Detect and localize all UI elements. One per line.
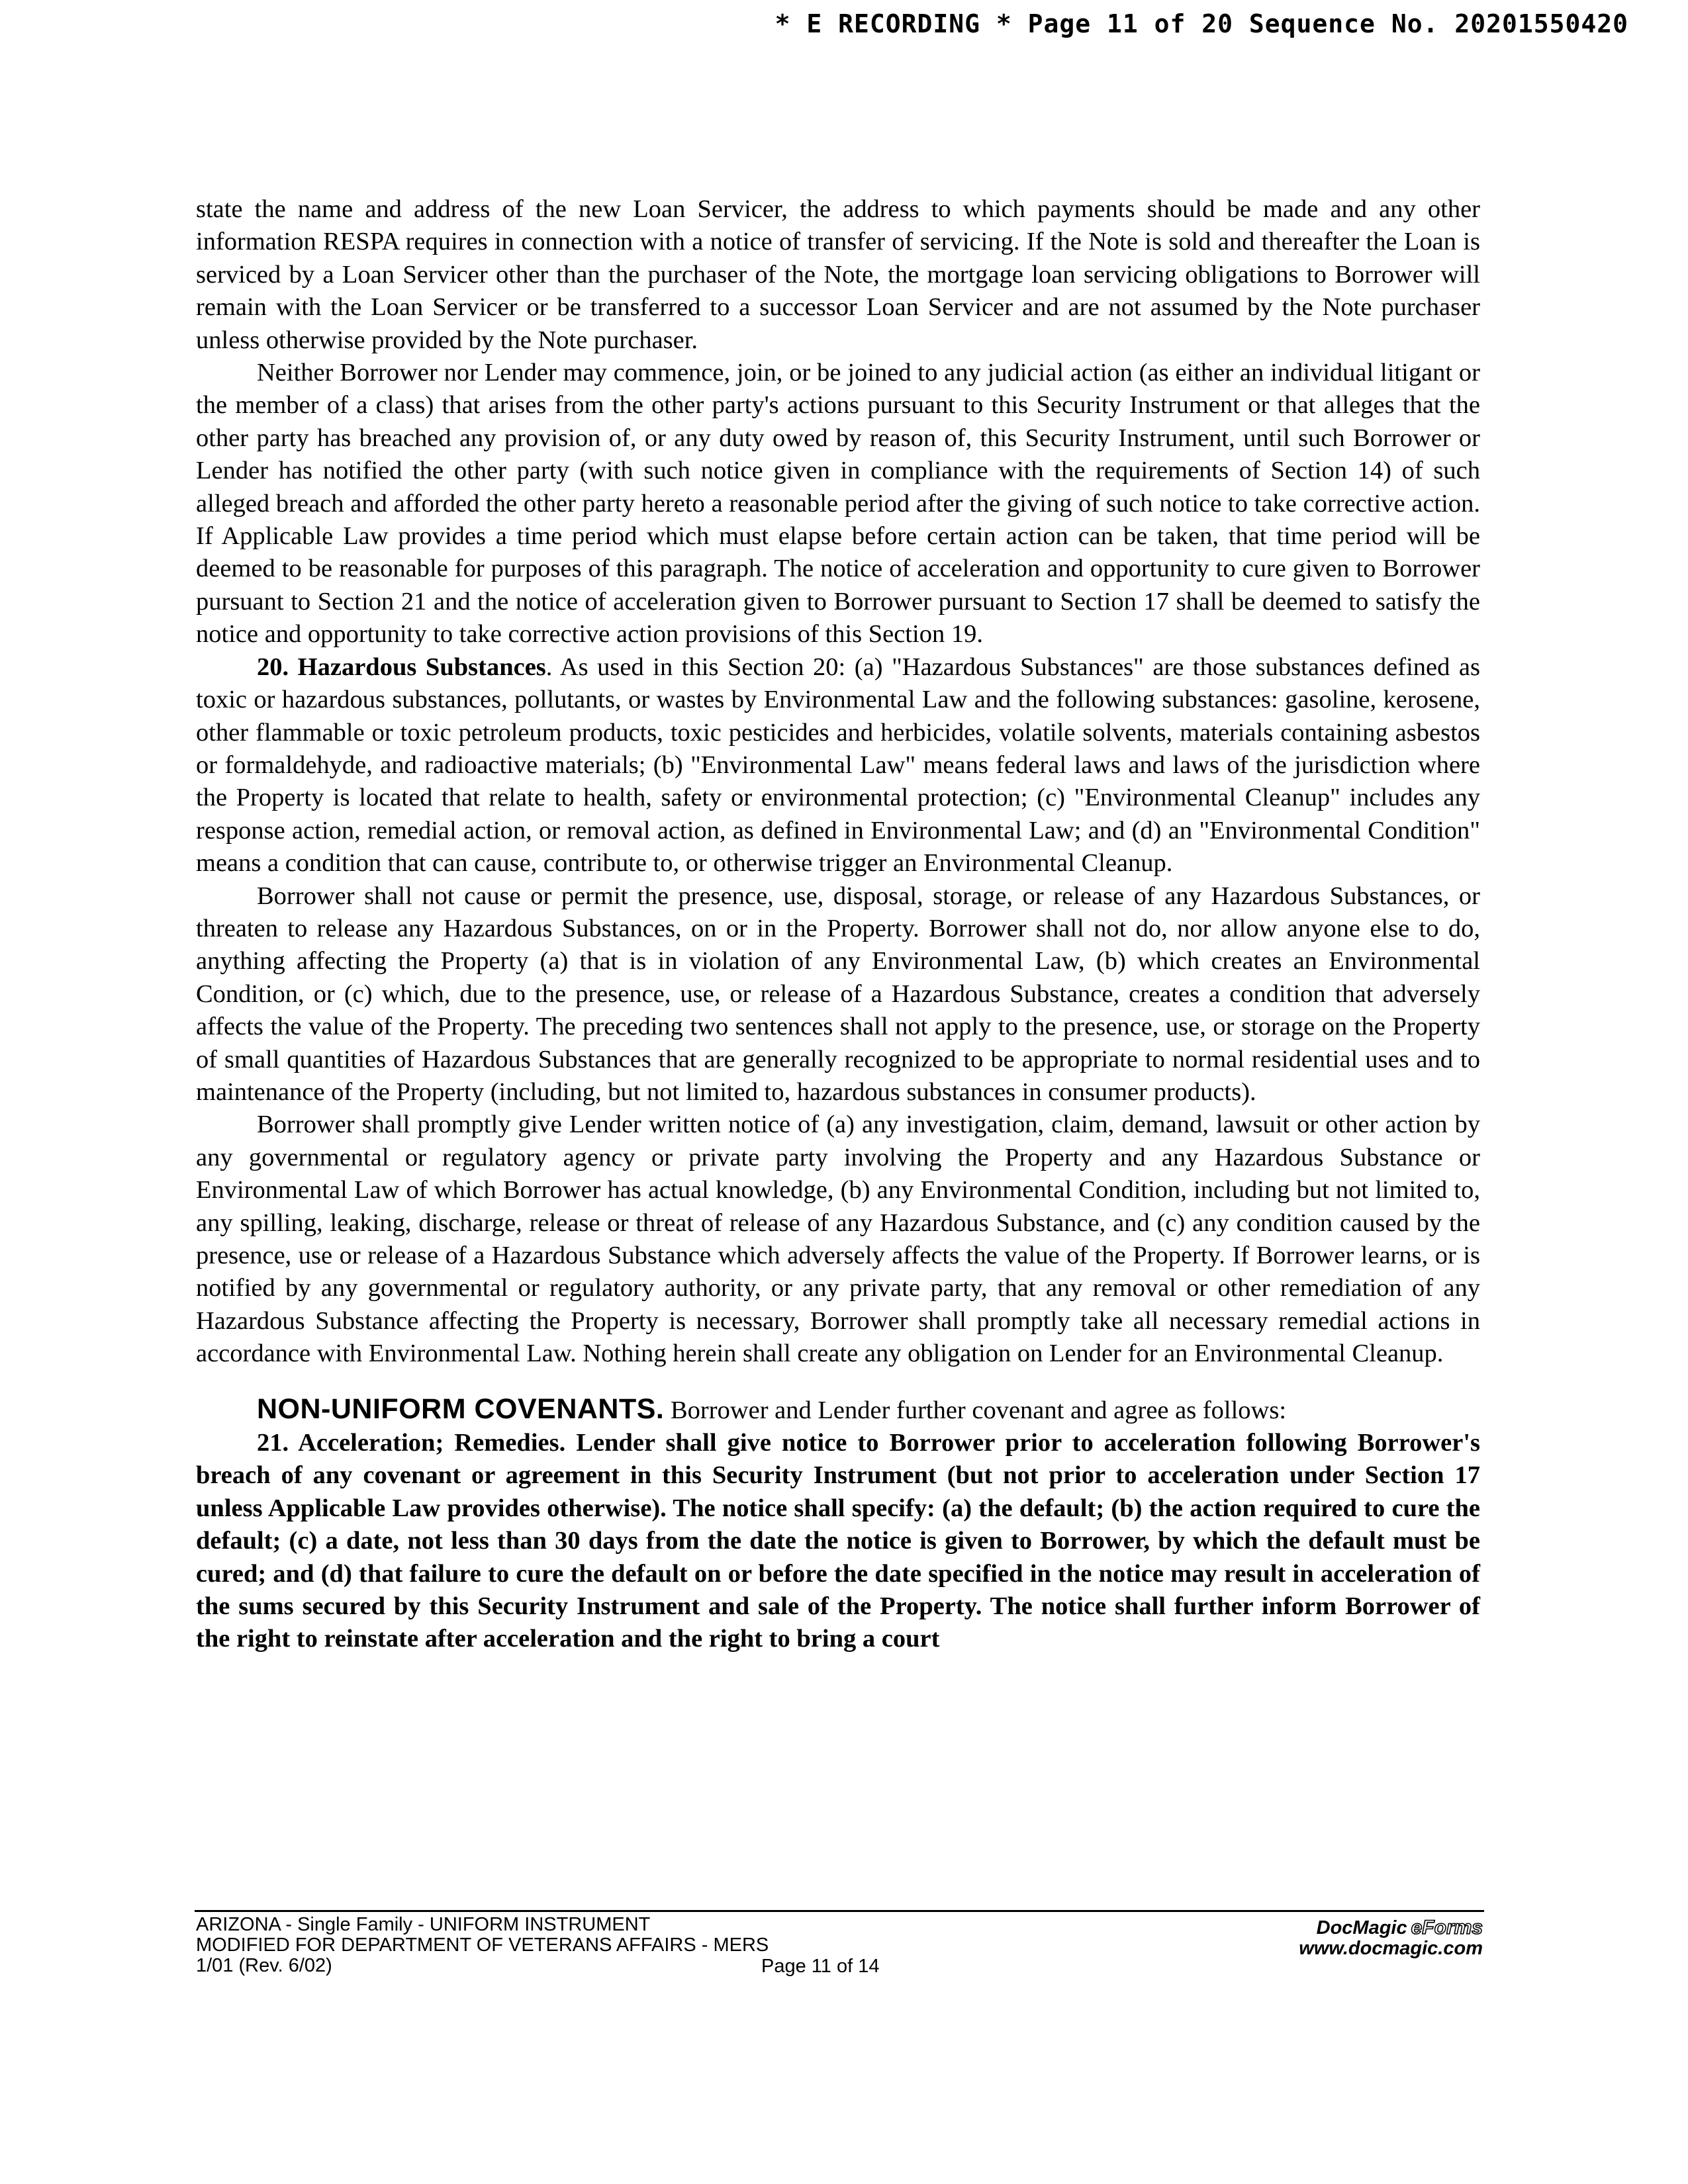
non-uniform-covenants-heading: NON-UNIFORM COVENANTS. [257,1392,665,1425]
footer-brand [1205,1917,1483,1959]
paragraph-judicial-action: Neither Borrower nor Lender may commence, join, or be joined to any judicial action (as either an individual litigant or the member of a class) that arises from the other party's actions pursuant to this Security Instrument or that alleges that the other party has breached any provision of, or any duty owed by reason of, this Security Instrument, until such Borrower or Lender has notified the other party (with such notice given in compliance with the requirements of Section 14) of such alleged breach and afforded the other party hereto a reasonable period after the giving of such notice to take corrective action. If Applicable Law provides a time period which must elapse before certain action can be taken, that time period will be deemed to be reasonable for purposes of this paragraph. The notice of acceleration and opportunity to cure given to Borrower pursuant to Section 21 and the notice of acceleration given to Borrower pursuant to Section 17 shall be deemed to satisfy the notice and opportunity to take corrective action provisions of this Section 19. [196,359,1480,649]
docmagic-logo [1317,1917,1483,1938]
footer-line-3: 1/01 (Rev. 6/02) [196,1955,332,1976]
document-body [196,193,1480,1656]
paragraph-loan-servicer: state the name and address of the new Loan Servicer, the address to which payments should be made and any other information RESPA requires in connection with a notice of transfer of servicing. If the Note is sold and thereafter the Loan is serviced by a Loan Servicer other than the purchaser of the Note, the mortgage loan servicing obligations to Borrower will remain with the Loan Servicer or be transferred to a successor Loan Servicer and are not assumed by the Note purchaser unless otherwise provided by the Note purchaser. [196,195,1480,354]
non-uniform-covenants-text: Borrower and Lender further covenant and agree as follows: [664,1396,1287,1424]
footer-form-info [196,1915,1056,1976]
footer-line-1: ARIZONA - Single Family - UNIFORM INSTRUMENT [196,1914,651,1935]
footer-line-2: MODIFIED FOR DEPARTMENT OF VETERANS AFFAIRS - MERS [196,1934,769,1956]
paragraph-hazardous-presence: Borrower shall not cause or permit the presence, use, disposal, storage, or release of any Hazardous Substances, or threaten to release any Hazardous Substances, on or in the Property. Borrower shall not do, nor allow anyone else to do, anything affecting the Property (a) that is in violation of any Environmental Law, (b) which creates an Environmental Condition, or (c) which, due to the presence, use, or release of a Hazardous Substance, creates a condition that adversely affects the value of the Property. The preceding two sentences shall not apply to the presence, use, or storage on the Property of small quantities of Hazardous Substances that are generally recognized to be appropriate to normal residential uses and to maintenance of the Property (including, but not limited to, hazardous substances in consumer products). [196,882,1480,1106]
non-uniform-covenants-paragraph [196,1393,1480,1427]
section-20-paragraph [196,651,1480,880]
eforms-logo: eForms [1411,1917,1483,1938]
paragraph-hazardous-notice: Borrower shall promptly give Lender written notice of (a) any investigation, claim, demand, lawsuit or other action by any governmental or regulatory agency or private party involving the Property and any Hazardous Substance or Environmental Law of which Borrower has actual knowledge, (b) any Environmental Condition, including but not limited to, any spilling, leaking, discharge, release or threat of release of any Hazardous Substance, and (c) any condition caused by the presence, use or release of a Hazardous Substance which adversely affects the value of the Property. If Borrower learns, or is notified by any governmental or regulatory authority, or any private party, that any removal or other remediation of any Hazardous Substance affecting the Property is necessary, Borrower shall promptly take all necessary remedial actions in accordance with Environmental Law. Nothing herein shall create any obligation on Lender for an Environmental Cleanup. [196,1111,1480,1368]
section-21-paragraph: 21. Acceleration; Remedies. Lender shall give notice to Borrower prior to acceleration following Borrower's breach of any covenant or agreement in this Security Instrument (but not prior to acceleration under Section 17 unless Applicable Law provides otherwise). The notice shall specify: (a) the default; (b) the action required to cure the default; (c) a date, not less than 30 days from the date the notice is given to Borrower, by which the default must be cured; and (d) that failure to cure the default on or before the date specified in the notice may result in acceleration of the sums secured by this Security Instrument and sale of the Property. The notice shall further inform Borrower of the right to reinstate after acceleration and the right to bring a court [196,1429,1480,1653]
section-20-text: . As used in this Section 20: (a) "Hazardous Substances" are those substances defined as toxic or hazardous substances, pollutants, or wastes by Environmental Law and the following substances: gasoline, kerosene, other flammable or toxic petroleum products, toxic pesticides and herbicides, volatile solvents, materials containing asbestos or formaldehyde, and radioactive materials; (b) "Environmental Law" means federal laws and laws of the jurisdiction where the Property is located that relate to health, safety or environmental protection; (c) "Environmental Cleanup" includes any response action, remedial action, or removal action, as defined in Environmental Law; and (d) an "Environmental Condition" means a condition that can cause, contribute to, or otherwise trigger an Environmental Cleanup. [196,653,1480,878]
brand-name: DocMagic [1316,1917,1407,1938]
footer-page-number: Page 11 of 14 [761,1956,880,1977]
brand-url: www.docmagic.com [1299,1938,1483,1959]
recording-stamp: * E RECORDING * Page 11 of 20 Sequence No. 20201550420 [774,9,1628,38]
section-20-heading: 20. Hazardous Substances [257,653,546,681]
footer-divider [195,1910,1484,1912]
